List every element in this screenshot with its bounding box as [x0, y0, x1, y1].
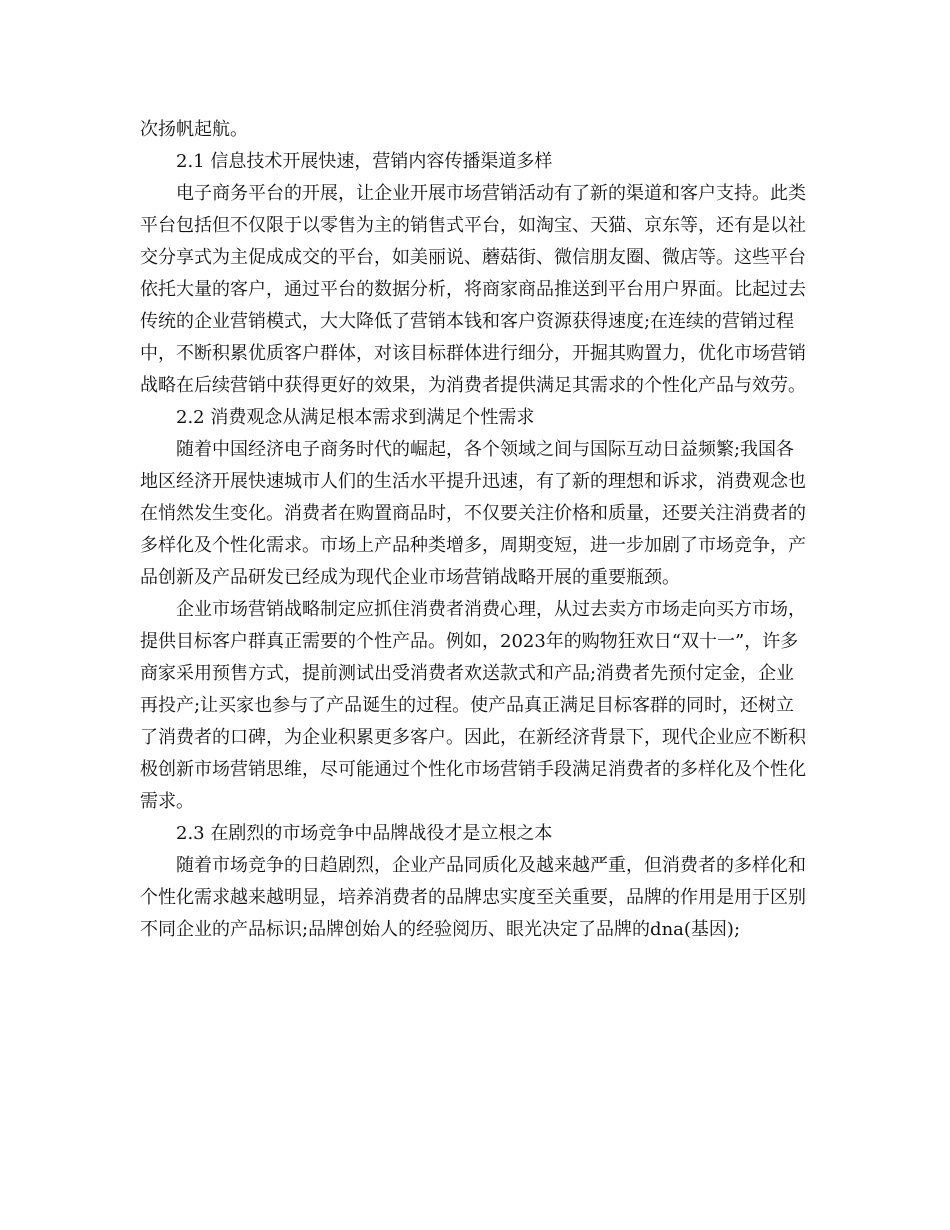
section-heading-2-1: 2.1 信息技术开展快速，营销内容传播渠道多样 — [176, 151, 553, 172]
paragraph: 电子商务平台的开展，让企业开展市场营销活动有了新的渠道和客户支持。此类平台包括但不仅限于以零售为主的销售式平台，如淘宝、天猫、京东等，还有是以社交分享式为主促成成交的平台，如美丽说、蘑菇街、微信朋友圈、微店等。这些平台依托大量的客户，通过平台的数据分析，将商家商品推送到平台用户界面。比起过去传统的企业营销模式，大大降低了营销本钱和客户资源获得速度;在连续的营销过程中，不断积累优质客户群体，对该目标群体进行细分，开掘其购置力，优化市场营销战略在后续营销中获得更好的效果，为消费者提供满足其需求的个性化产品与效劳。 — [140, 183, 806, 396]
paragraph: 随着市场竞争的日趋剧烈，企业产品同质化及越来越严重，但消费者的多样化和个性化需求越来越明显，培养消费者的品牌忠实度至关重要，品牌的作用是用于区别不同企业的产品标识;品牌创始人的经验阅历、眼光决定了品牌的dna(基因); — [140, 855, 806, 940]
section-heading-2-2: 2.2 消费观念从满足根本需求到满足个性需求 — [176, 407, 535, 428]
continuation-text: 次扬帆起航。 — [140, 119, 248, 140]
section-heading-2-3: 2.3 在剧烈的市场竞争中品牌战役才是立根之本 — [176, 823, 553, 844]
document-body — [140, 114, 812, 946]
paragraph: 随着中国经济电子商务时代的崛起，各个领域之间与国际互动日益频繁;我国各地区经济开展快速城市人们的生活水平提升迅速，有了新的理想和诉求，消费观念也在悄然发生变化。消费者在购置商品时，不仅要关注价格和质量，还要关注消费者的多样化及个性化需求。市场上产品种类增多，周期变短，进一步加剧了市场竞争，产品创新及产品研发已经成为现代企业市场营销战略开展的重要瓶颈。 — [140, 439, 806, 588]
paragraph: 企业市场营销战略制定应抓住消费者消费心理，从过去卖方市场走向买方市场，提供目标客户群真正需要的个性产品。例如，2023年的购物狂欢日“双十一”，许多商家采用预售方式，提前测试出受消费者欢送款式和产品;消费者先预付定金，企业再投产;让买家也参与了产品诞生的过程。使产品真正满足目标客群的同时，还树立了消费者的口碑，为企业积累更多客户。因此，在新经济背景下，现代企业应不断积极创新市场营销思维，尽可能通过个性化市场营销手段满足消费者的多样化及个性化需求。 — [140, 599, 806, 812]
